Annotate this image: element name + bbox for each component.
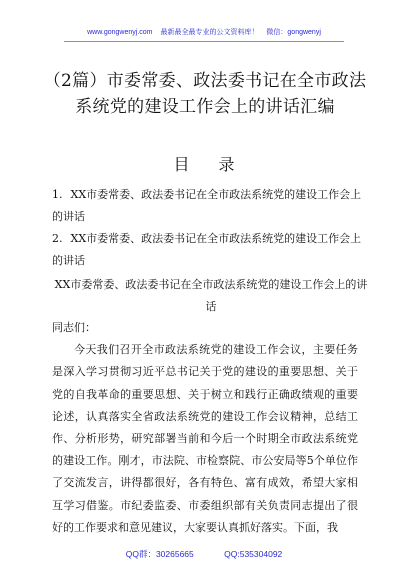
toc-item-text: XX市委常委、政法委书记在全市政法系统党的建设工作会上的讲话 <box>52 232 362 267</box>
article-title: XX市委常委、政法委书记在全市政法系统党的建设工作会上的讲话 <box>54 278 368 313</box>
body-paragraph: 今天我们召开全市政法系统党的建设工作会议，主要任务是深入学习贯彻习近平总书记关于党的建设的重要思想、关于党的自我革命的重要思想、关于树立和践行正确政绩观的重要论述，认真落实全省政法系统党的建设工作会议精神，总结工作、分析形势，研究部署当前和今后一个时期全市政法系统党的建设工作。刚才，市法院、市检察院、市公安局等5个单位作了交流发言，讲得都很好，各有特色、富有成效，希望大家相互学习借鉴。市纪委监委、市委组织部有关负责同志提出了很好的工作要求和意见建议，大家要认真抓好落实。下面，我 <box>52 343 358 534</box>
header-wechat: 微信：gongwenyj <box>266 29 321 36</box>
table-of-contents <box>52 184 370 272</box>
header-slogan: 最新最全最专业的公文资料库！ <box>160 29 259 36</box>
toc-heading: 目 录 <box>173 155 247 174</box>
article-body <box>52 317 358 539</box>
footer-qq-group: QQ群：30265665 <box>125 549 194 559</box>
toc-item-number: 1. <box>52 188 63 201</box>
toc-item[interactable] <box>52 228 370 272</box>
toc-item-text: XX市委常委、政法委书记在全市政法系统党的建设工作会上的讲话 <box>52 188 362 223</box>
salutation: 同志们： <box>52 321 96 334</box>
header-divider <box>64 41 344 42</box>
footer-qq: QQ:535304092 <box>224 549 283 559</box>
toc-item[interactable] <box>52 184 370 228</box>
toc-item-number: 2. <box>52 232 63 245</box>
website-link[interactable]: www.gongwenyj.com <box>87 29 153 36</box>
page-footer <box>0 548 408 560</box>
document-title: （2篇）市委常委、政法委书记在全市政法系统党的建设工作会上的讲话汇编 <box>43 71 367 117</box>
page-header <box>0 27 408 37</box>
